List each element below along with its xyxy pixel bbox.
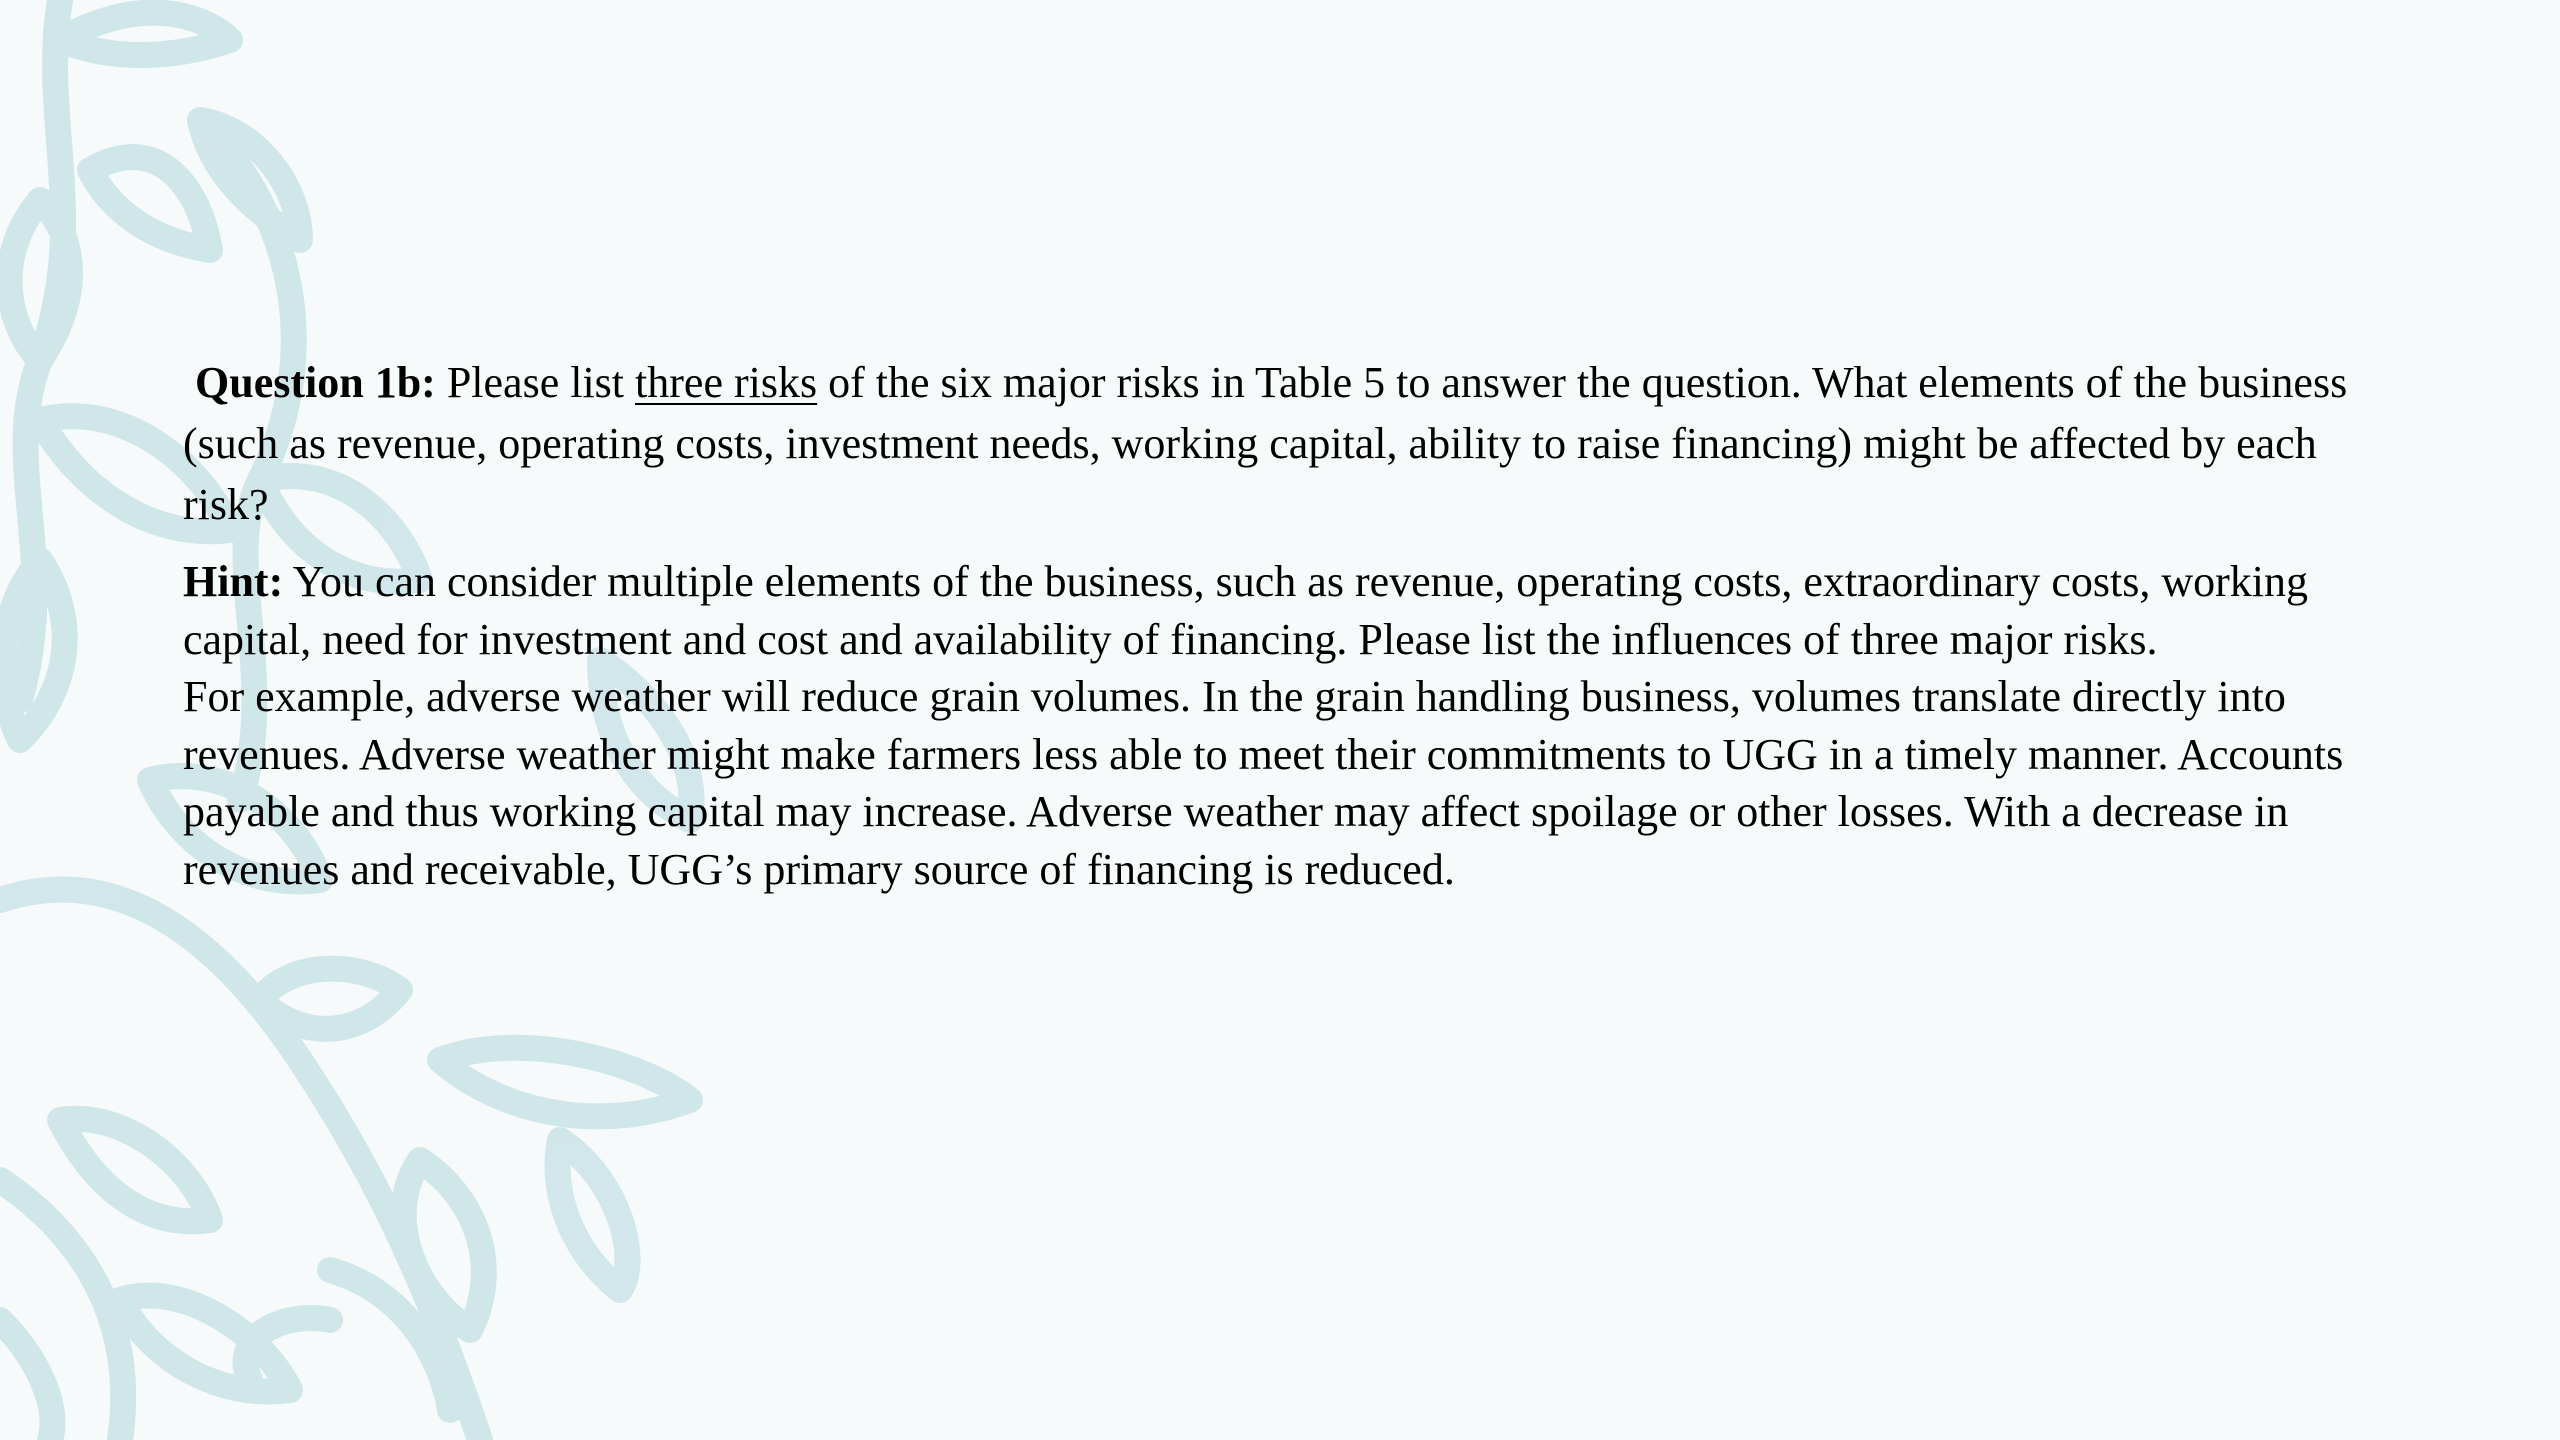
hint-paragraph: [183, 553, 2393, 668]
question-paragraph: [183, 352, 2393, 535]
question-content: [183, 352, 2393, 899]
question-text-before: Please list: [435, 358, 636, 407]
hint-label: Hint:: [183, 557, 284, 606]
hint-text: You can consider multiple elements of the business, such as revenue, operating costs, extraordinary costs, working capital, need for investment and cost and availability of financing. Please list the influences of three major risks.: [183, 557, 2309, 664]
hint-block: [183, 553, 2393, 899]
example-paragraph: For example, adverse weather will reduce grain volumes. In the grain handling business, volumes translate directly into revenues. Adverse weather might make farmers less able to meet their commitments to UGG in a timely manner. Accounts payable and thus working capital may increase. Adverse weather may affect spoilage or other losses. With a decrease in revenues and receivable, UGG’s primary source of financing is reduced.: [183, 672, 2344, 894]
question-label: Question 1b:: [195, 358, 436, 407]
question-text-after: of the six major risks in Table 5 to answer the question. What elements of the business (such as revenue, operating costs, investment needs, working capital, ability to raise financing) might be affected by each risk?: [183, 358, 2348, 529]
question-underlined-text: three risks: [635, 358, 818, 407]
